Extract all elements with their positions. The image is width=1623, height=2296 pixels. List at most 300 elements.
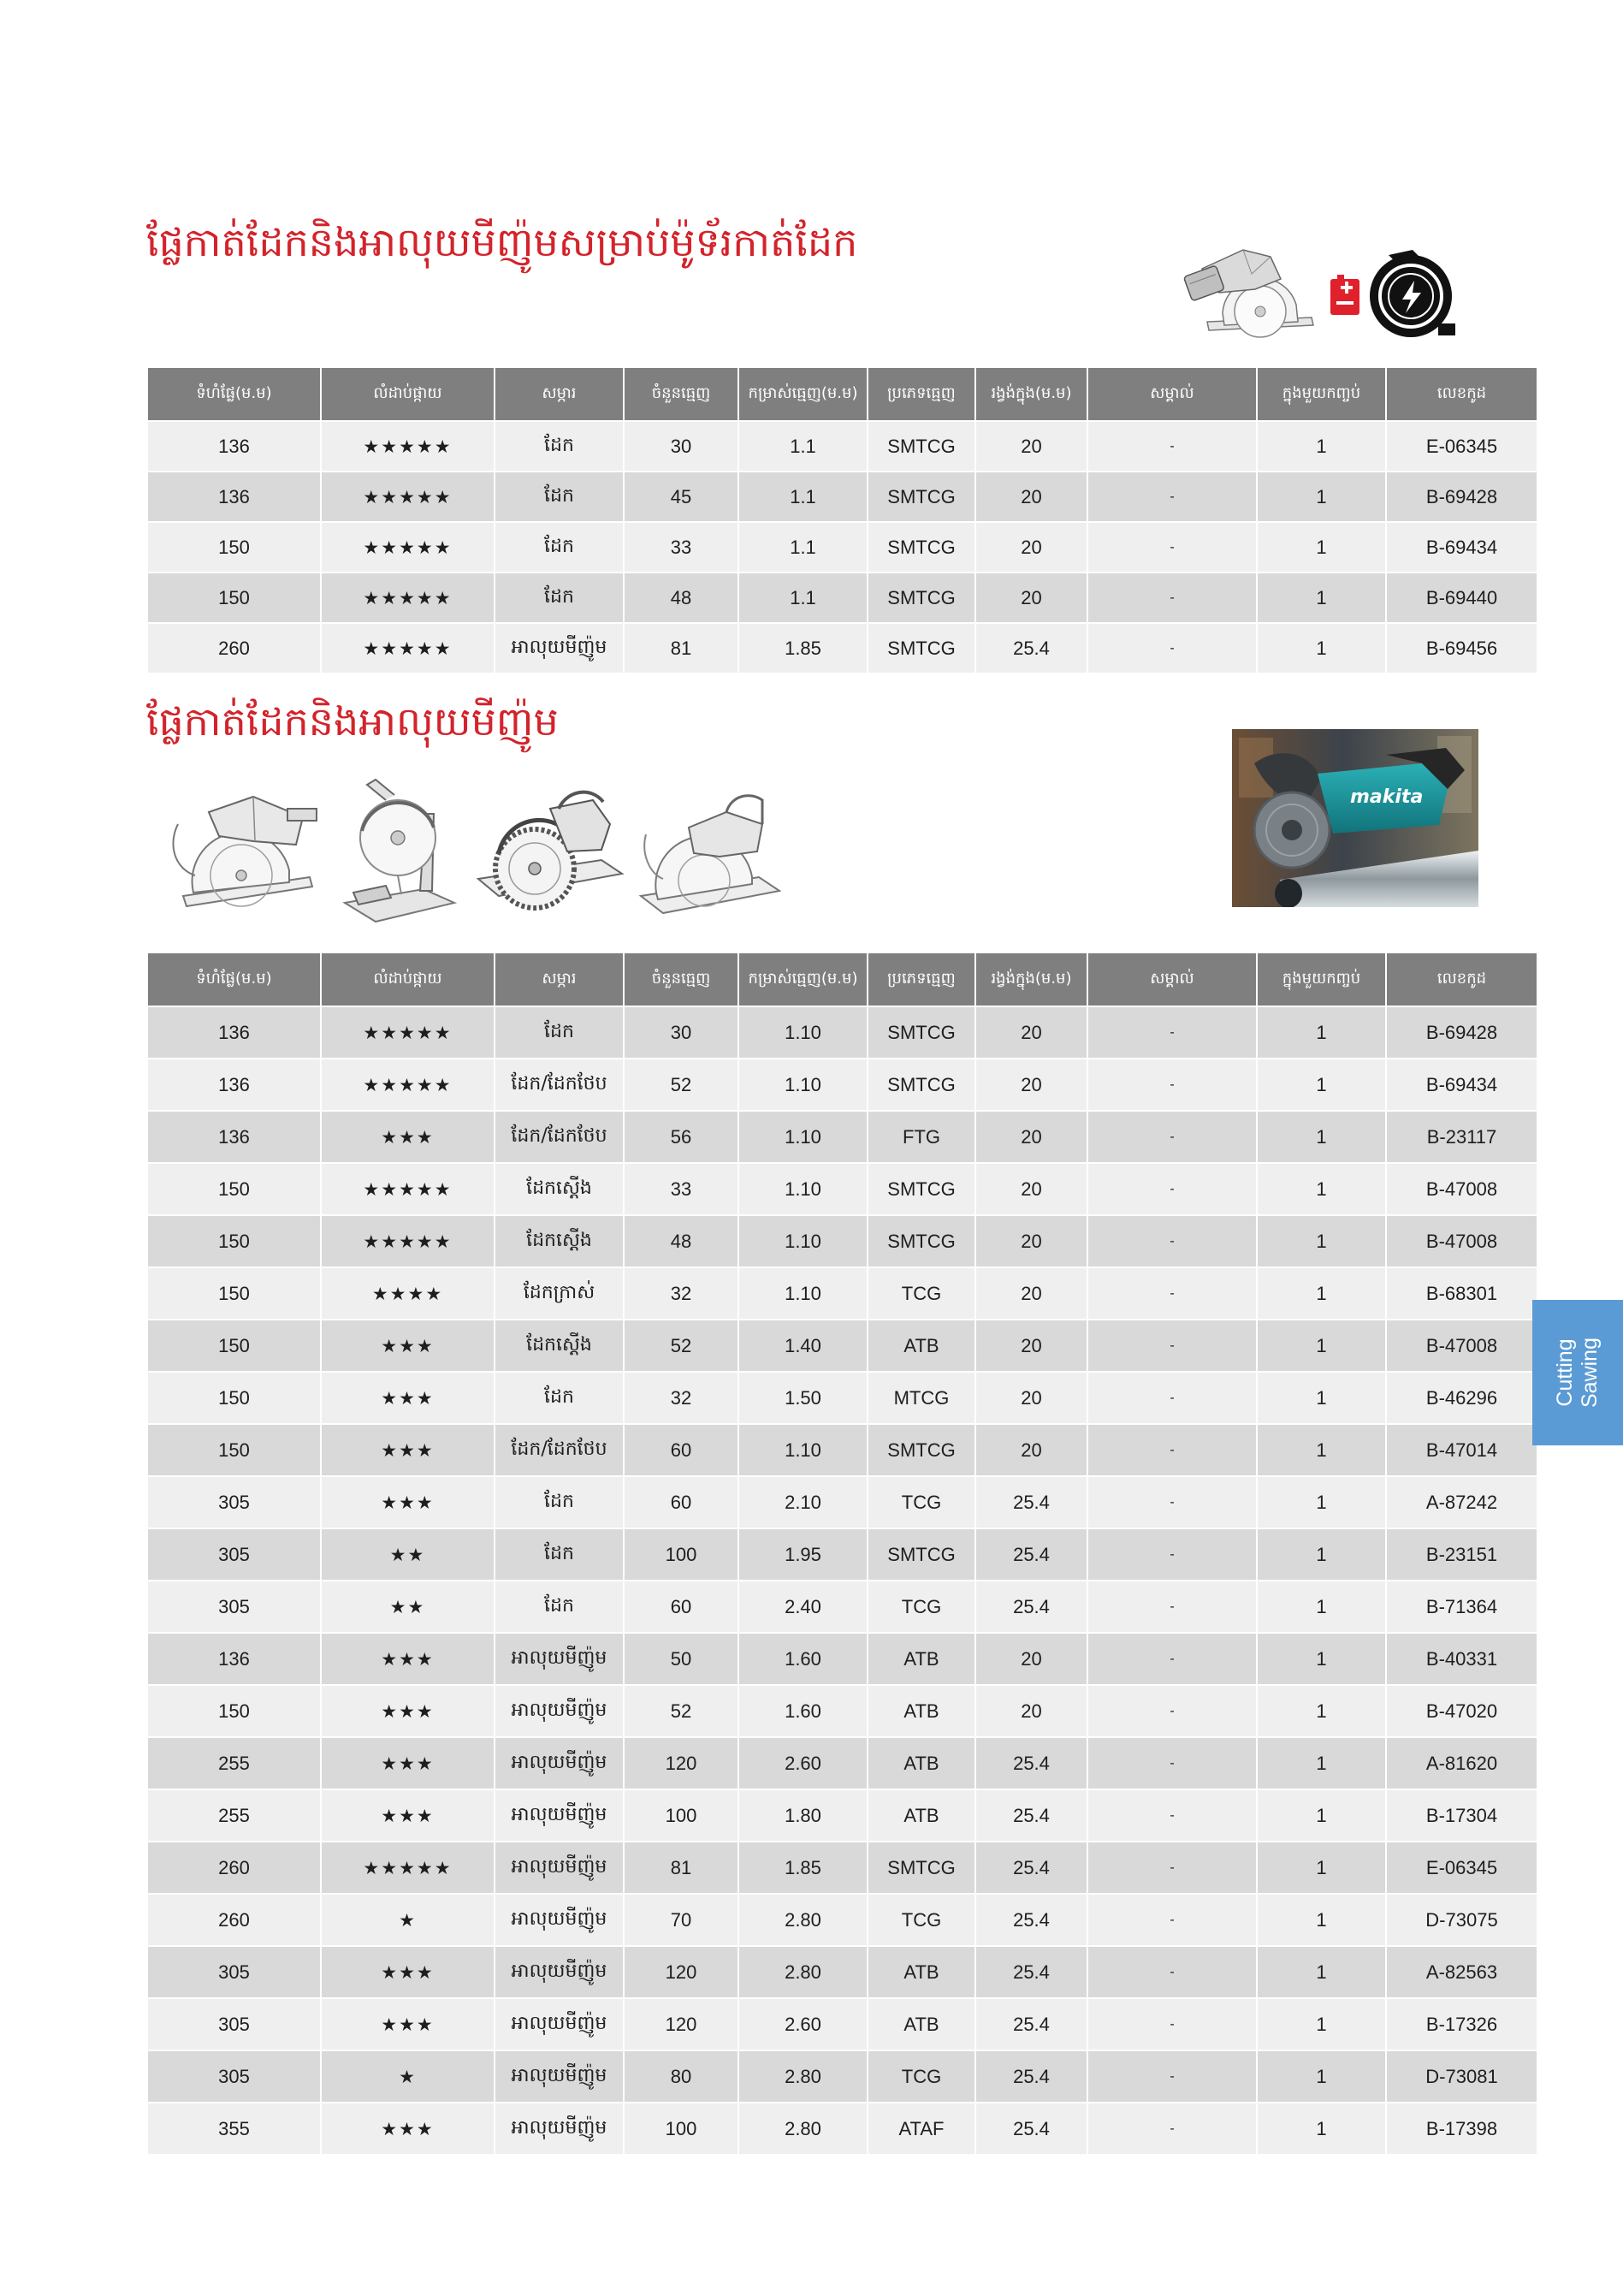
cell-code: B-69440: [1386, 573, 1537, 623]
cell-code: D-73081: [1386, 2050, 1537, 2103]
cell-tooth-type: FTG: [868, 1111, 975, 1163]
cell-qty: 1: [1257, 1998, 1386, 2050]
cell-bore: 20: [975, 421, 1087, 472]
cell-qty: 1: [1257, 1215, 1386, 1267]
table-row: [147, 2050, 1537, 2103]
cell-size: 136: [147, 421, 321, 472]
cell-note: -: [1087, 1111, 1257, 1163]
cell-qty: 1: [1257, 1059, 1386, 1111]
cell-note: -: [1087, 1581, 1257, 1633]
cell-note: -: [1087, 1894, 1257, 1946]
cell-teeth: 70: [624, 1894, 738, 1946]
side-tab-line-2: Sawing: [1578, 1338, 1602, 1408]
cell-rating: ★★★: [321, 1633, 495, 1685]
cell-material: អាលុយមីញ៉ូម: [495, 1633, 624, 1685]
cell-material: អាលុយមីញ៉ូម: [495, 2050, 624, 2103]
cell-code: B-17398: [1386, 2103, 1537, 2155]
cell-rating: ★★★: [321, 1685, 495, 1737]
cell-material: អាលុយមីញ៉ូម: [495, 1998, 624, 2050]
table-row: [147, 1059, 1537, 1111]
cell-tooth-type: ATB: [868, 1320, 975, 1372]
cell-qty: 1: [1257, 1320, 1386, 1372]
cell-bore: 20: [975, 1215, 1087, 1267]
cell-teeth: 100: [624, 2103, 738, 2155]
cell-teeth: 33: [624, 1163, 738, 1215]
cell-qty: 1: [1257, 1685, 1386, 1737]
cell-bore: 25.4: [975, 1842, 1087, 1894]
cell-material: ដែក/ដែកថែប: [495, 1424, 624, 1476]
cell-kerf: 1.85: [738, 1842, 868, 1894]
cell-tooth-type: SMTCG: [868, 1215, 975, 1267]
photo-brand-logo: makita: [1350, 786, 1424, 808]
cell-teeth: 80: [624, 2050, 738, 2103]
cell-tooth-type: SMTCG: [868, 573, 975, 623]
cell-material: ដែកស្ដើង: [495, 1320, 624, 1372]
cell-kerf: 2.80: [738, 2103, 868, 2155]
cell-note: -: [1087, 1163, 1257, 1215]
cell-size: 305: [147, 1476, 321, 1528]
cell-teeth: 60: [624, 1581, 738, 1633]
table-header-row: [147, 952, 1537, 1006]
cell-rating: ★★★★★: [321, 522, 495, 573]
cell-bore: 25.4: [975, 1998, 1087, 2050]
cell-qty: 1: [1257, 1372, 1386, 1424]
cell-size: 136: [147, 1059, 321, 1111]
cell-material: ដែកស្ដើង: [495, 1163, 624, 1215]
cordless-metal-saw-image: [1183, 240, 1324, 347]
cell-size: 150: [147, 1372, 321, 1424]
cell-bore: 20: [975, 1424, 1087, 1476]
column-header-code: លេខកូដ: [1386, 367, 1537, 421]
cell-qty: 1: [1257, 1476, 1386, 1528]
cell-kerf: 1.40: [738, 1320, 868, 1372]
cell-teeth: 52: [624, 1320, 738, 1372]
table-row: [147, 1946, 1537, 1998]
cell-material: អាលុយមីញ៉ូម: [495, 1737, 624, 1789]
cell-note: -: [1087, 2050, 1257, 2103]
cell-tooth-type: ATAF: [868, 2103, 975, 2155]
cell-kerf: 1.85: [738, 623, 868, 673]
cell-kerf: 2.60: [738, 1737, 868, 1789]
cell-kerf: 2.10: [738, 1476, 868, 1528]
column-header-note: សម្គាល់: [1087, 367, 1257, 421]
column-header-size: ទំហំផ្លែ(ម.ម): [147, 367, 321, 421]
cell-code: B-40331: [1386, 1633, 1537, 1685]
column-header-teeth: ចំនួនធ្មេញ: [624, 367, 738, 421]
cell-tooth-type: TCG: [868, 1476, 975, 1528]
cell-tooth-type: ATB: [868, 1685, 975, 1737]
cell-bore: 20: [975, 1633, 1087, 1685]
cell-kerf: 1.60: [738, 1633, 868, 1685]
table-row: [147, 1424, 1537, 1476]
column-header-rating: លំដាប់ផ្កាយ: [321, 367, 495, 421]
side-tab-label: [1553, 1338, 1602, 1408]
cell-teeth: 81: [624, 623, 738, 673]
cell-teeth: 50: [624, 1633, 738, 1685]
table-row: [147, 1476, 1537, 1528]
cell-code: B-47008: [1386, 1320, 1537, 1372]
cell-size: 150: [147, 522, 321, 573]
cell-size: 260: [147, 1894, 321, 1946]
cell-tooth-type: ATB: [868, 1737, 975, 1789]
cell-kerf: 1.10: [738, 1215, 868, 1267]
chop-saw-image: [338, 774, 458, 928]
column-header-code: លេខកូដ: [1386, 952, 1537, 1006]
cell-rating: ★: [321, 1894, 495, 1946]
table-row: [147, 1006, 1537, 1059]
cell-size: 150: [147, 1320, 321, 1372]
cell-code: B-23117: [1386, 1111, 1537, 1163]
cell-kerf: 1.1: [738, 573, 868, 623]
cell-rating: ★★★: [321, 1320, 495, 1372]
cell-qty: 1: [1257, 1424, 1386, 1476]
cell-note: -: [1087, 1998, 1257, 2050]
blade-spec-table-cordless: [146, 366, 1538, 674]
cell-code: A-82563: [1386, 1946, 1537, 1998]
cell-tooth-type: ATB: [868, 1998, 975, 2050]
cell-qty: 1: [1257, 522, 1386, 573]
cell-code: B-17304: [1386, 1789, 1537, 1842]
side-tab-line-1: Cutting: [1553, 1338, 1577, 1407]
cell-kerf: 2.60: [738, 1998, 868, 2050]
cell-teeth: 32: [624, 1372, 738, 1424]
column-header-material: សម្ភារ: [495, 952, 624, 1006]
cell-material: អាលុយមីញ៉ូម: [495, 1685, 624, 1737]
cell-kerf: 1.10: [738, 1163, 868, 1215]
cell-rating: ★★★★★: [321, 1006, 495, 1059]
table-row: [147, 1737, 1537, 1789]
cell-tooth-type: MTCG: [868, 1372, 975, 1424]
cell-note: -: [1087, 2103, 1257, 2155]
cell-kerf: 1.1: [738, 472, 868, 522]
cell-teeth: 52: [624, 1059, 738, 1111]
battery-plus-icon: [1330, 275, 1359, 315]
cell-rating: ★★★★★: [321, 1163, 495, 1215]
table-header-row: [147, 367, 1537, 421]
cell-code: B-69428: [1386, 1006, 1537, 1059]
brushless-motor-icon: [1370, 250, 1455, 337]
cell-size: 355: [147, 2103, 321, 2155]
cell-bore: 25.4: [975, 1789, 1087, 1842]
cell-note: -: [1087, 1059, 1257, 1111]
table-body: [147, 1006, 1537, 2155]
column-header-note: សម្គាល់: [1087, 952, 1257, 1006]
metal-cutter-saw-image: [159, 774, 322, 928]
column-header-rating: លំដាប់ផ្កាយ: [321, 952, 495, 1006]
cell-rating: ★★★: [321, 1998, 495, 2050]
section-title-cordless-saw-blades: ផ្លែកាត់ដែកនិងអាលុយមីញ៉ូមសម្រាប់ម៉ូទ័រកាត់ដែក: [146, 219, 858, 265]
cell-kerf: 1.10: [738, 1424, 868, 1476]
cell-qty: 1: [1257, 1581, 1386, 1633]
circular-saw-image: [473, 774, 625, 928]
table-row: [147, 1581, 1537, 1633]
cell-note: -: [1087, 1320, 1257, 1372]
cell-note: -: [1087, 1215, 1257, 1267]
cell-qty: 1: [1257, 1528, 1386, 1581]
cell-kerf: 2.80: [738, 2050, 868, 2103]
cell-tooth-type: TCG: [868, 1581, 975, 1633]
cell-rating: ★★★★: [321, 1267, 495, 1320]
cell-bore: 20: [975, 1267, 1087, 1320]
table-row: [147, 1685, 1537, 1737]
cell-bore: 25.4: [975, 1946, 1087, 1998]
cell-bore: 20: [975, 1320, 1087, 1372]
table-row: [147, 1894, 1537, 1946]
cell-kerf: 1.95: [738, 1528, 868, 1581]
cell-tooth-type: ATB: [868, 1946, 975, 1998]
cell-material: អាលុយមីញ៉ូម: [495, 1946, 624, 1998]
cell-teeth: 100: [624, 1528, 738, 1581]
cell-bore: 25.4: [975, 2103, 1087, 2155]
cell-bore: 25.4: [975, 2050, 1087, 2103]
cell-teeth: 60: [624, 1424, 738, 1476]
cell-tooth-type: SMTCG: [868, 421, 975, 472]
cell-rating: ★★★★★: [321, 573, 495, 623]
table-row: [147, 1163, 1537, 1215]
cell-teeth: 45: [624, 472, 738, 522]
feature-icons: [1329, 246, 1457, 342]
cell-bore: 20: [975, 1111, 1087, 1163]
cell-bore: 20: [975, 472, 1087, 522]
cell-teeth: 30: [624, 421, 738, 472]
cell-note: -: [1087, 573, 1257, 623]
cell-material: ដែកក្រាស់: [495, 1267, 624, 1320]
cell-material: ដែក: [495, 1006, 624, 1059]
cell-size: 305: [147, 1998, 321, 2050]
cell-kerf: 2.80: [738, 1946, 868, 1998]
table-row: [147, 1842, 1537, 1894]
cell-bore: 25.4: [975, 1894, 1087, 1946]
cell-code: B-47020: [1386, 1685, 1537, 1737]
product-photo: [1232, 729, 1478, 907]
cell-rating: ★: [321, 2050, 495, 2103]
cell-bore: 20: [975, 1685, 1087, 1737]
cell-teeth: 120: [624, 1998, 738, 2050]
cell-rating: ★★★: [321, 1946, 495, 1998]
cell-note: -: [1087, 522, 1257, 573]
cell-qty: 1: [1257, 1163, 1386, 1215]
table-row: [147, 1998, 1537, 2050]
cell-teeth: 30: [624, 1006, 738, 1059]
cell-bore: 25.4: [975, 1476, 1087, 1528]
cell-qty: 1: [1257, 573, 1386, 623]
blade-spec-table-metal-aluminium: [146, 952, 1538, 2156]
cell-kerf: 2.80: [738, 1894, 868, 1946]
table-row: [147, 1267, 1537, 1320]
cell-qty: 1: [1257, 1633, 1386, 1685]
cell-tooth-type: SMTCG: [868, 1059, 975, 1111]
cell-size: 305: [147, 1581, 321, 1633]
cell-material: ដែក/ដែកថែប: [495, 1111, 624, 1163]
cell-rating: ★★★: [321, 1372, 495, 1424]
cell-tooth-type: ATB: [868, 1633, 975, 1685]
cell-kerf: 1.80: [738, 1789, 868, 1842]
cell-bore: 20: [975, 1372, 1087, 1424]
cell-qty: 1: [1257, 1111, 1386, 1163]
cell-tooth-type: SMTCG: [868, 1842, 975, 1894]
cell-kerf: 1.10: [738, 1059, 868, 1111]
cell-code: B-23151: [1386, 1528, 1537, 1581]
cell-teeth: 100: [624, 1789, 738, 1842]
cell-qty: 1: [1257, 2050, 1386, 2103]
cell-bore: 20: [975, 573, 1087, 623]
table-row: [147, 573, 1537, 623]
cell-rating: ★★: [321, 1581, 495, 1633]
column-header-bore: រង្វង់ក្នុង(ម.ម): [975, 952, 1087, 1006]
cell-bore: 20: [975, 1163, 1087, 1215]
cell-code: B-47008: [1386, 1215, 1537, 1267]
cell-material: ដែក: [495, 1528, 624, 1581]
cell-bore: 25.4: [975, 1528, 1087, 1581]
cell-tooth-type: SMTCG: [868, 1424, 975, 1476]
cell-rating: ★★★: [321, 1111, 495, 1163]
cell-teeth: 60: [624, 1476, 738, 1528]
cell-teeth: 56: [624, 1111, 738, 1163]
side-section-tab: [1532, 1300, 1623, 1445]
cell-size: 150: [147, 1267, 321, 1320]
plunge-cutting-saw-image: [637, 774, 781, 928]
cell-size: 260: [147, 623, 321, 673]
cell-kerf: 1.1: [738, 421, 868, 472]
cell-material: ដែក: [495, 522, 624, 573]
cell-note: -: [1087, 1528, 1257, 1581]
cell-code: B-47014: [1386, 1424, 1537, 1476]
cell-code: D-73075: [1386, 1894, 1537, 1946]
cell-size: 136: [147, 472, 321, 522]
cell-tooth-type: SMTCG: [868, 522, 975, 573]
cell-note: -: [1087, 1737, 1257, 1789]
cell-code: B-69434: [1386, 1059, 1537, 1111]
section-title-metal-aluminium-blades: ផ្លែកាត់ដែកនិងអាលុយមីញ៉ូម: [146, 698, 559, 745]
cell-material: ដែកស្ដើង: [495, 1215, 624, 1267]
cell-qty: 1: [1257, 1946, 1386, 1998]
column-header-size: ទំហំផ្លែ(ម.ម): [147, 952, 321, 1006]
cell-tooth-type: TCG: [868, 1894, 975, 1946]
cell-teeth: 81: [624, 1842, 738, 1894]
cell-note: -: [1087, 1946, 1257, 1998]
cell-rating: ★★★: [321, 1424, 495, 1476]
cell-size: 260: [147, 1842, 321, 1894]
cell-size: 255: [147, 1737, 321, 1789]
cell-qty: 1: [1257, 1006, 1386, 1059]
table-row: [147, 522, 1537, 573]
cell-rating: ★★★: [321, 1476, 495, 1528]
table-row: [147, 1320, 1537, 1372]
cell-qty: 1: [1257, 2103, 1386, 2155]
table-row: [147, 1215, 1537, 1267]
column-header-tooth-type: ប្រភេទធ្មេញ: [868, 952, 975, 1006]
cell-note: -: [1087, 623, 1257, 673]
cell-material: អាលុយមីញ៉ូម: [495, 1894, 624, 1946]
cell-kerf: 2.40: [738, 1581, 868, 1633]
table-row: [147, 1111, 1537, 1163]
cell-size: 150: [147, 1215, 321, 1267]
table-row: [147, 1789, 1537, 1842]
cell-bore: 25.4: [975, 623, 1087, 673]
cell-tooth-type: TCG: [868, 2050, 975, 2103]
cell-rating: ★★★★★: [321, 421, 495, 472]
cell-rating: ★★★★★: [321, 472, 495, 522]
cell-qty: 1: [1257, 1267, 1386, 1320]
cell-tooth-type: SMTCG: [868, 472, 975, 522]
column-header-teeth: ចំនួនធ្មេញ: [624, 952, 738, 1006]
column-header-kerf: កម្រាស់ធ្មេញ(ម.ម): [738, 952, 868, 1006]
cell-note: -: [1087, 1267, 1257, 1320]
cell-material: អាលុយមីញ៉ូម: [495, 1842, 624, 1894]
cell-code: B-69428: [1386, 472, 1537, 522]
column-header-qty: ក្នុងមួយកញ្ចប់: [1257, 367, 1386, 421]
cell-size: 136: [147, 1111, 321, 1163]
cell-code: B-47008: [1386, 1163, 1537, 1215]
cell-tooth-type: SMTCG: [868, 623, 975, 673]
cell-material: ដែក: [495, 1581, 624, 1633]
cell-teeth: 120: [624, 1946, 738, 1998]
cell-bore: 25.4: [975, 1581, 1087, 1633]
cell-size: 136: [147, 1633, 321, 1685]
cell-note: -: [1087, 1789, 1257, 1842]
cell-kerf: 1.1: [738, 522, 868, 573]
cell-note: -: [1087, 421, 1257, 472]
cell-tooth-type: SMTCG: [868, 1006, 975, 1059]
table-row: [147, 421, 1537, 472]
cell-qty: 1: [1257, 623, 1386, 673]
cell-kerf: 1.10: [738, 1267, 868, 1320]
table-row: [147, 2103, 1537, 2155]
cell-qty: 1: [1257, 1789, 1386, 1842]
cell-qty: 1: [1257, 472, 1386, 522]
cell-size: 255: [147, 1789, 321, 1842]
cell-size: 305: [147, 1528, 321, 1581]
table-row: [147, 472, 1537, 522]
cell-material: អាលុយមីញ៉ូម: [495, 2103, 624, 2155]
cell-material: ដែក: [495, 573, 624, 623]
cell-tooth-type: ATB: [868, 1789, 975, 1842]
cell-rating: ★★★★★: [321, 1842, 495, 1894]
cell-kerf: 1.10: [738, 1006, 868, 1059]
cell-teeth: 48: [624, 1215, 738, 1267]
cell-material: ដែក: [495, 1372, 624, 1424]
cell-code: B-46296: [1386, 1372, 1537, 1424]
cell-material: ដែក: [495, 472, 624, 522]
cell-rating: ★★★★★: [321, 1059, 495, 1111]
cell-kerf: 1.10: [738, 1111, 868, 1163]
cell-tooth-type: SMTCG: [868, 1163, 975, 1215]
cell-material: ដែក/ដែកថែប: [495, 1059, 624, 1111]
column-header-kerf: កម្រាស់ធ្មេញ(ម.ម): [738, 367, 868, 421]
cell-note: -: [1087, 1424, 1257, 1476]
cell-note: -: [1087, 472, 1257, 522]
table-row: [147, 1633, 1537, 1685]
cell-code: A-87242: [1386, 1476, 1537, 1528]
cell-size: 150: [147, 1424, 321, 1476]
cell-note: -: [1087, 1476, 1257, 1528]
cell-qty: 1: [1257, 1842, 1386, 1894]
cell-size: 150: [147, 573, 321, 623]
cell-code: A-81620: [1386, 1737, 1537, 1789]
cell-size: 150: [147, 1685, 321, 1737]
cell-rating: ★★: [321, 1528, 495, 1581]
cell-size: 305: [147, 2050, 321, 2103]
cell-material: ដែក: [495, 1476, 624, 1528]
cell-note: -: [1087, 1633, 1257, 1685]
cell-kerf: 1.50: [738, 1372, 868, 1424]
table-row: [147, 1528, 1537, 1581]
table-row: [147, 1372, 1537, 1424]
cell-note: -: [1087, 1842, 1257, 1894]
cell-code: E-06345: [1386, 421, 1537, 472]
cell-size: 136: [147, 1006, 321, 1059]
cell-material: អាលុយមីញ៉ូម: [495, 1789, 624, 1842]
